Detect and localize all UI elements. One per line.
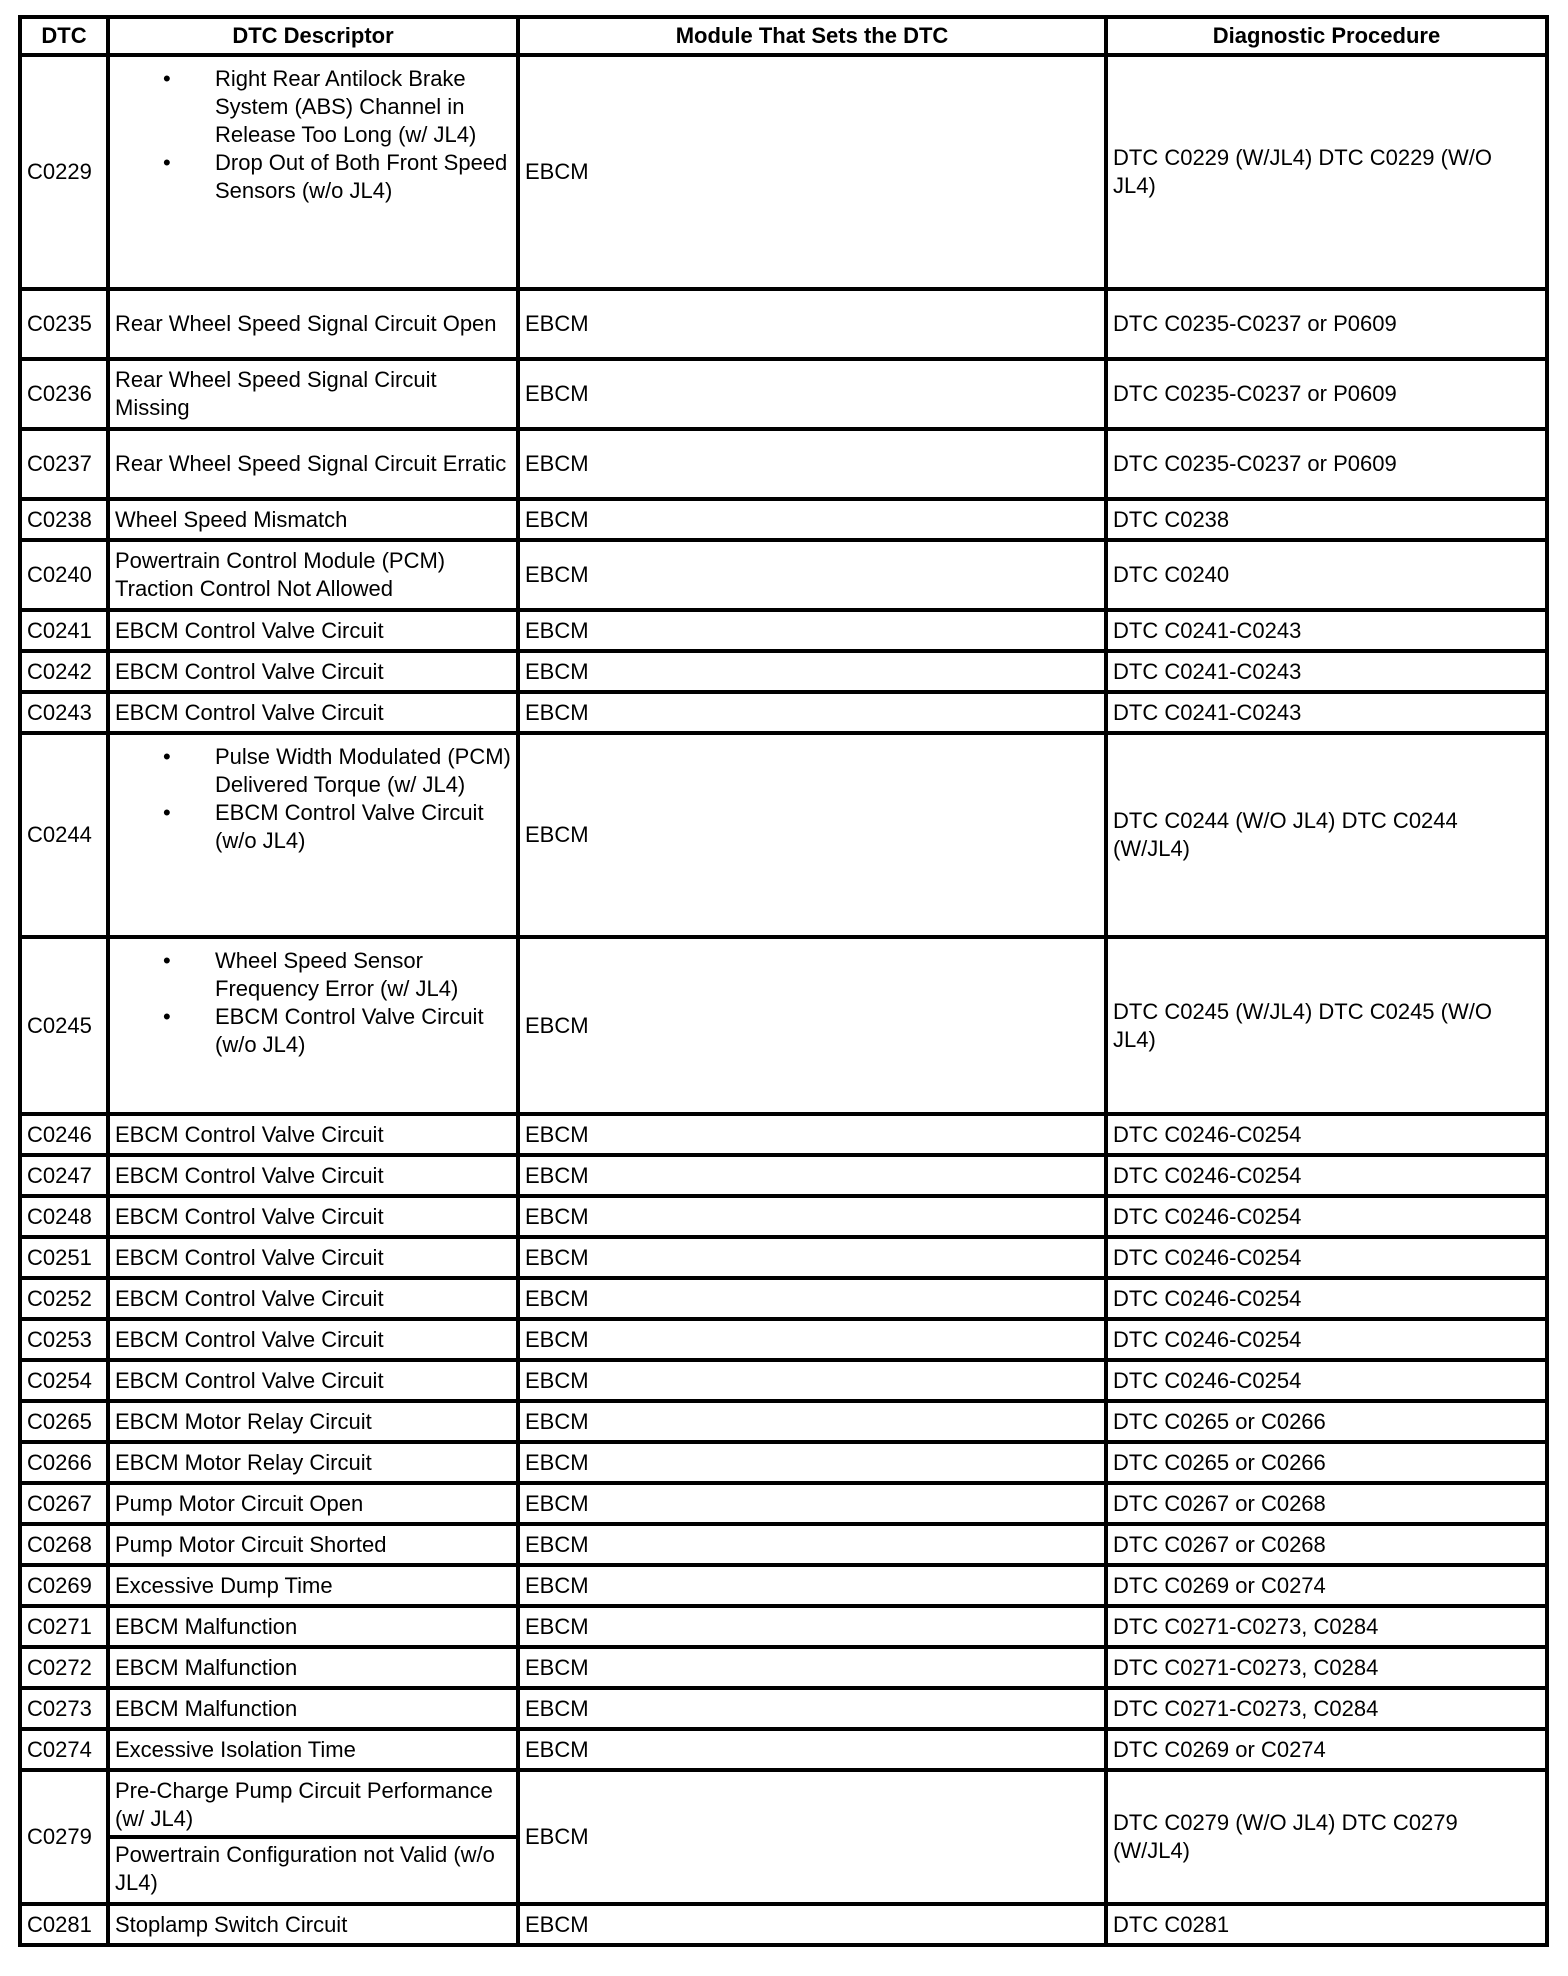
table-row — [20, 1770, 1547, 1904]
module: EBCM — [518, 1483, 1106, 1524]
table-row — [20, 55, 1547, 289]
list-item: • Drop Out of Both Front Speed Sensors (w/o JL4) — [215, 149, 511, 205]
dtc-code: C0247 — [20, 1155, 108, 1196]
module: EBCM — [518, 1237, 1106, 1278]
table-row — [20, 1729, 1547, 1770]
module: EBCM — [518, 1278, 1106, 1319]
dtc-code: C0242 — [20, 651, 108, 692]
dtc-code: C0279 — [20, 1770, 108, 1904]
header-row — [20, 17, 1547, 55]
table-row — [20, 1565, 1547, 1606]
dtc-code: C0271 — [20, 1606, 108, 1647]
table-row — [20, 359, 1547, 429]
module: EBCM — [518, 1155, 1106, 1196]
table-row — [20, 1442, 1547, 1483]
module: EBCM — [518, 359, 1106, 429]
table-row — [20, 1904, 1547, 1945]
table-row — [20, 1647, 1547, 1688]
dtc-code: C0243 — [20, 692, 108, 733]
header-procedure: Diagnostic Procedure — [1106, 17, 1547, 55]
table-row — [20, 1606, 1547, 1647]
module: EBCM — [518, 289, 1106, 359]
dtc-descriptor — [108, 733, 518, 937]
dtc-descriptor: EBCM Control Valve Circuit — [108, 1237, 518, 1278]
table-row — [20, 937, 1547, 1114]
dtc-code: C0245 — [20, 937, 108, 1114]
table-row — [20, 1114, 1547, 1155]
dtc-descriptor: Rear Wheel Speed Signal Circuit Open — [108, 289, 518, 359]
dtc-descriptor: Pump Motor Circuit Shorted — [108, 1524, 518, 1565]
dtc-code: C0269 — [20, 1565, 108, 1606]
module: EBCM — [518, 1114, 1106, 1155]
module: EBCM — [518, 1319, 1106, 1360]
module: EBCM — [518, 1442, 1106, 1483]
procedure: DTC C0267 or C0268 — [1106, 1524, 1547, 1565]
dtc-descriptor — [108, 1770, 518, 1904]
dtc-descriptor: EBCM Control Valve Circuit — [108, 1196, 518, 1237]
list-item: • Wheel Speed Sensor Frequency Error (w/ JL4) — [215, 947, 511, 1003]
procedure: DTC C0246-C0254 — [1106, 1196, 1547, 1237]
descriptor-list — [115, 65, 511, 205]
procedure: DTC C0241-C0243 — [1106, 651, 1547, 692]
module: EBCM — [518, 429, 1106, 499]
table-row — [20, 289, 1547, 359]
table-row — [20, 1319, 1547, 1360]
table-row — [20, 610, 1547, 651]
dtc-code: C0252 — [20, 1278, 108, 1319]
dtc-code: C0266 — [20, 1442, 108, 1483]
dtc-code: C0254 — [20, 1360, 108, 1401]
dtc-descriptor: Wheel Speed Mismatch — [108, 499, 518, 540]
list-item: • Pulse Width Modulated (PCM) Delivered Torque (w/ JL4) — [215, 743, 511, 799]
dtc-code: C0238 — [20, 499, 108, 540]
dtc-descriptor: EBCM Control Valve Circuit — [108, 610, 518, 651]
procedure: DTC C0246-C0254 — [1106, 1155, 1547, 1196]
module: EBCM — [518, 55, 1106, 289]
list-item: • EBCM Control Valve Circuit (w/o JL4) — [215, 1003, 511, 1059]
table-row — [20, 1360, 1547, 1401]
procedure: DTC C0240 — [1106, 540, 1547, 610]
descriptor-variant: Pre-Charge Pump Circuit Performance (w/ JL4) — [110, 1775, 516, 1839]
table-row — [20, 1237, 1547, 1278]
procedure: DTC C0244 (W/O JL4) DTC C0244 (W/JL4) — [1106, 733, 1547, 937]
dtc-descriptor: EBCM Control Valve Circuit — [108, 1155, 518, 1196]
procedure: DTC C0238 — [1106, 499, 1547, 540]
procedure: DTC C0271-C0273, C0284 — [1106, 1688, 1547, 1729]
procedure: DTC C0265 or C0266 — [1106, 1442, 1547, 1483]
table-row — [20, 499, 1547, 540]
module: EBCM — [518, 1770, 1106, 1904]
dtc-code: C0267 — [20, 1483, 108, 1524]
descriptor-list — [115, 947, 511, 1059]
dtc-descriptor: Rear Wheel Speed Signal Circuit Erratic — [108, 429, 518, 499]
dtc-code: C0241 — [20, 610, 108, 651]
dtc-code: C0244 — [20, 733, 108, 937]
procedure: DTC C0269 or C0274 — [1106, 1729, 1547, 1770]
module: EBCM — [518, 937, 1106, 1114]
procedure: DTC C0265 or C0266 — [1106, 1401, 1547, 1442]
procedure: DTC C0241-C0243 — [1106, 692, 1547, 733]
dtc-code: C0272 — [20, 1647, 108, 1688]
dtc-code: C0240 — [20, 540, 108, 610]
dtc-descriptor: EBCM Control Valve Circuit — [108, 1360, 518, 1401]
dtc-document — [18, 15, 1545, 1947]
dtc-descriptor: EBCM Control Valve Circuit — [108, 1114, 518, 1155]
dtc-descriptor: EBCM Motor Relay Circuit — [108, 1442, 518, 1483]
dtc-code: C0248 — [20, 1196, 108, 1237]
table-row — [20, 1401, 1547, 1442]
dtc-code: C0268 — [20, 1524, 108, 1565]
module: EBCM — [518, 1360, 1106, 1401]
procedure: DTC C0246-C0254 — [1106, 1237, 1547, 1278]
header-descriptor: DTC Descriptor — [108, 17, 518, 55]
dtc-descriptor: EBCM Control Valve Circuit — [108, 1319, 518, 1360]
dtc-code: C0246 — [20, 1114, 108, 1155]
dtc-descriptor: Stoplamp Switch Circuit — [108, 1904, 518, 1945]
procedure: DTC C0267 or C0268 — [1106, 1483, 1547, 1524]
procedure: DTC C0245 (W/JL4) DTC C0245 (W/O JL4) — [1106, 937, 1547, 1114]
module: EBCM — [518, 733, 1106, 937]
module: EBCM — [518, 540, 1106, 610]
dtc-descriptor: EBCM Malfunction — [108, 1688, 518, 1729]
procedure: DTC C0241-C0243 — [1106, 610, 1547, 651]
dtc-descriptor: EBCM Malfunction — [108, 1647, 518, 1688]
dtc-descriptor — [108, 937, 518, 1114]
table-row — [20, 692, 1547, 733]
procedure: DTC C0246-C0254 — [1106, 1278, 1547, 1319]
module: EBCM — [518, 1688, 1106, 1729]
table-row — [20, 429, 1547, 499]
dtc-code: C0273 — [20, 1688, 108, 1729]
dtc-descriptor: Excessive Isolation Time — [108, 1729, 518, 1770]
table-row — [20, 1524, 1547, 1565]
procedure: DTC C0269 or C0274 — [1106, 1565, 1547, 1606]
list-item: • Right Rear Antilock Brake System (ABS) Channel in Release Too Long (w/ JL4) — [215, 65, 511, 149]
table-row — [20, 733, 1547, 937]
procedure: DTC C0246-C0254 — [1106, 1360, 1547, 1401]
table-row — [20, 651, 1547, 692]
module: EBCM — [518, 499, 1106, 540]
dtc-code: C0236 — [20, 359, 108, 429]
procedure: DTC C0271-C0273, C0284 — [1106, 1606, 1547, 1647]
dtc-code: C0229 — [20, 55, 108, 289]
module: EBCM — [518, 610, 1106, 651]
descriptor-list — [115, 743, 511, 855]
dtc-descriptor: EBCM Control Valve Circuit — [108, 651, 518, 692]
procedure: DTC C0235-C0237 or P0609 — [1106, 429, 1547, 499]
dtc-descriptor: Excessive Dump Time — [108, 1565, 518, 1606]
module: EBCM — [518, 1401, 1106, 1442]
header-dtc: DTC — [20, 17, 108, 55]
dtc-code: C0281 — [20, 1904, 108, 1945]
procedure: DTC C0229 (W/JL4) DTC C0229 (W/O JL4) — [1106, 55, 1547, 289]
module: EBCM — [518, 651, 1106, 692]
procedure: DTC C0281 — [1106, 1904, 1547, 1945]
table-row — [20, 1196, 1547, 1237]
dtc-code: C0265 — [20, 1401, 108, 1442]
dtc-descriptor: Powertrain Control Module (PCM) Traction Control Not Allowed — [108, 540, 518, 610]
dtc-code: C0235 — [20, 289, 108, 359]
dtc-table — [18, 15, 1549, 1947]
procedure: DTC C0246-C0254 — [1106, 1319, 1547, 1360]
procedure: DTC C0246-C0254 — [1106, 1114, 1547, 1155]
table-row — [20, 540, 1547, 610]
procedure: DTC C0235-C0237 or P0609 — [1106, 359, 1547, 429]
dtc-code: C0253 — [20, 1319, 108, 1360]
list-item: • EBCM Control Valve Circuit (w/o JL4) — [215, 799, 511, 855]
dtc-code: C0274 — [20, 1729, 108, 1770]
module: EBCM — [518, 692, 1106, 733]
dtc-descriptor: Rear Wheel Speed Signal Circuit Missing — [108, 359, 518, 429]
procedure: DTC C0279 (W/O JL4) DTC C0279 (W/JL4) — [1106, 1770, 1547, 1904]
table-row — [20, 1688, 1547, 1729]
module: EBCM — [518, 1196, 1106, 1237]
module: EBCM — [518, 1647, 1106, 1688]
dtc-code: C0251 — [20, 1237, 108, 1278]
procedure: DTC C0235-C0237 or P0609 — [1106, 289, 1547, 359]
dtc-descriptor: EBCM Control Valve Circuit — [108, 692, 518, 733]
module: EBCM — [518, 1729, 1106, 1770]
table-row — [20, 1483, 1547, 1524]
dtc-descriptor — [108, 55, 518, 289]
dtc-descriptor: Pump Motor Circuit Open — [108, 1483, 518, 1524]
header-module: Module That Sets the DTC — [518, 17, 1106, 55]
table-row — [20, 1155, 1547, 1196]
module: EBCM — [518, 1606, 1106, 1647]
descriptor-variant: Powertrain Configuration not Valid (w/o JL4) — [115, 1842, 495, 1895]
dtc-code: C0237 — [20, 429, 108, 499]
dtc-descriptor: EBCM Control Valve Circuit — [108, 1278, 518, 1319]
module: EBCM — [518, 1565, 1106, 1606]
procedure: DTC C0271-C0273, C0284 — [1106, 1647, 1547, 1688]
dtc-descriptor: EBCM Motor Relay Circuit — [108, 1401, 518, 1442]
table-row — [20, 1278, 1547, 1319]
dtc-descriptor: EBCM Malfunction — [108, 1606, 518, 1647]
module: EBCM — [518, 1524, 1106, 1565]
module: EBCM — [518, 1904, 1106, 1945]
